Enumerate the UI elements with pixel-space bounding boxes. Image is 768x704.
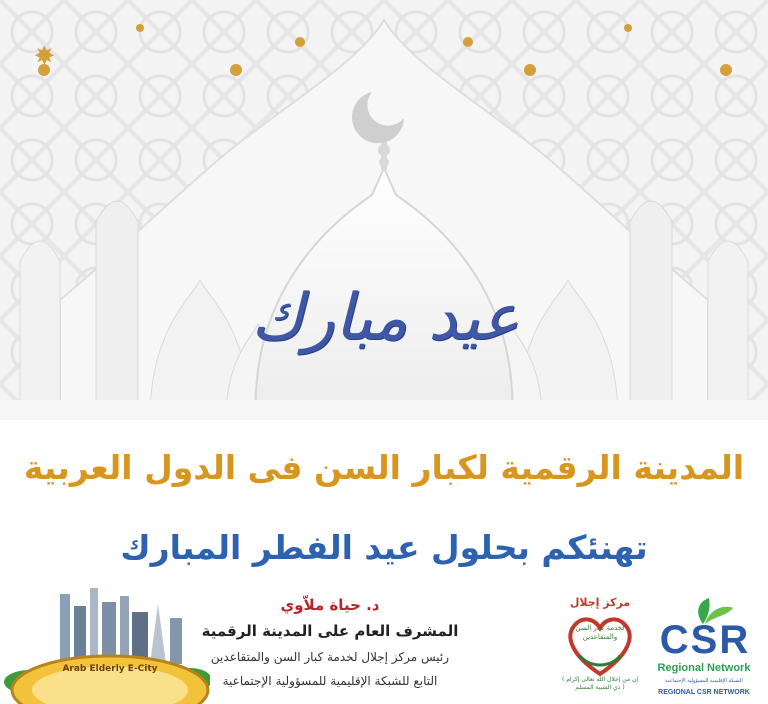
ajyal-title: مركز إجلال: [569, 596, 631, 609]
signature-block: [190, 596, 470, 688]
ajyal-motto: ( إن من إجلال الله تعالى إكرام ذي الشيبة المسلم ): [561, 676, 639, 691]
signature-line-1: رئيس مركز إجلال لخدمة كبار السن والمتقاعدين: [210, 650, 450, 664]
headline-subtitle: تهنئكم بحلول عيد الفطر المبارك: [120, 528, 648, 567]
csr-regional-network-logo: [645, 596, 763, 704]
eid-mubarak-calligraphy: عيد مبارك: [250, 281, 520, 355]
csr-regional-network-label: Regional Network: [657, 662, 751, 674]
arab-elderly-e-city-logo: [0, 584, 210, 704]
headline-title: المدينة الرقمية لكبار السن فى الدول العربية: [23, 448, 745, 487]
signature-role: المشرف العام على المدينة الرقمية: [201, 622, 459, 640]
csr-letters: CSR: [659, 618, 751, 662]
badge-english-text: Arab Elderly E-City: [62, 664, 158, 674]
signature-name: د. حياة ملاّوي: [280, 596, 380, 614]
csr-arabic-label: الشبكة الإقليمية للمسؤولية الإجتماعية: [665, 678, 743, 684]
ajyal-subtitle: لخدمة كبار السن والمتقاعدين: [575, 624, 625, 641]
ajyal-center-logo: [560, 596, 640, 702]
signature-line-2: التابع للشبكة الإقليمية للمسؤولية الإجتماعية: [222, 674, 438, 688]
csr-network-label: REGIONAL CSR NETWORK: [658, 689, 750, 696]
